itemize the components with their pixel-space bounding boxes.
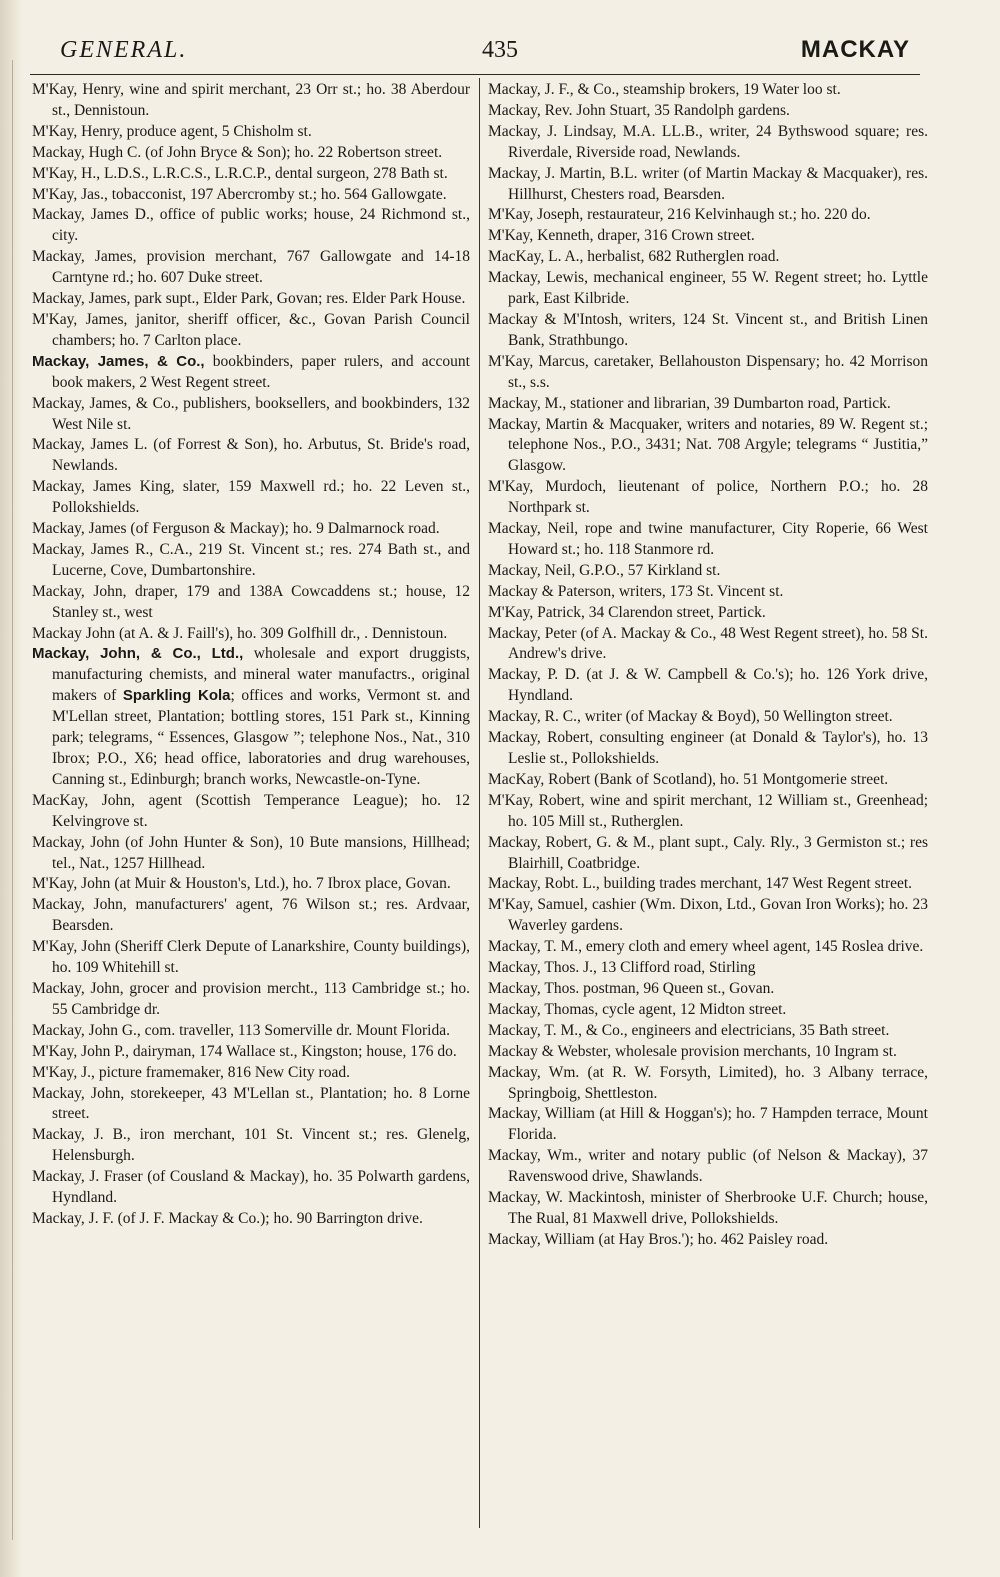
directory-entry (488, 958, 928, 979)
entry-details: (Sheriff Clerk Depute of Lanarkshire, County buildings), ho. 109 Whitehill st. (52, 938, 470, 977)
directory-entry (32, 1209, 470, 1230)
directory-entry (488, 1000, 928, 1021)
entry-name: M'Kay, Marcus, (488, 352, 589, 370)
directory-entry (32, 937, 470, 979)
entry-name: Mackay & Paterson, (488, 582, 615, 600)
entry-details: consulting engineer (at Donald & Taylor's), ho. 13 Leslie st., Pollokshields. (508, 729, 928, 767)
entry-name: Mackay, Robert, (488, 729, 594, 747)
entry-name: Mackay, Thos. J., (488, 959, 597, 977)
entry-details: writer (of Mackay & Boyd), 50 Wellington street. (580, 708, 893, 726)
entry-name: M'Kay, Henry, (32, 81, 124, 98)
entry-details: G.P.O., 57 Kirkland st. (575, 561, 721, 579)
entry-details: draper, 179 and 138A Cowcaddens st.; house, 12 Stanley st., west (52, 582, 470, 621)
entry-name: Mackay, P. D. (488, 666, 580, 684)
entry-name: Mackay, Neil, (488, 520, 579, 538)
directory-entry (32, 247, 470, 289)
entry-name: Mackay, Rev. John Stuart, (488, 101, 651, 119)
entry-name: Mackay, William (488, 1105, 595, 1123)
entry-details: restaurateur, 216 Kelvinhaugh st.; ho. 220 do. (583, 206, 871, 224)
entry-name: Mackay, Neil, (488, 561, 576, 579)
entry-details: 34 Clarendon street, Partick. (584, 603, 766, 621)
directory-entry (32, 582, 470, 624)
entry-name: Mackay, John, & Co., Ltd., (32, 645, 244, 663)
entry-name: Mackay & M'Intosh, (488, 310, 623, 328)
directory-entry (488, 665, 928, 707)
entry-details: (of Cousland & Mackay), ho. 35 Polwarth gardens, Hyndland. (52, 1168, 470, 1207)
directory-entry (32, 791, 470, 833)
entry-name: M'Kay, John (32, 875, 111, 893)
entry-details: (of John Bryce & Son); ho. 22 Robertson street. (141, 143, 443, 161)
entry-details: (of Forrest & Son), ho. Arbutus, St. Bride's road, Newlands. (52, 436, 471, 475)
entry-details: minister of Sherbrooke U.F. Church; house, The Rual, 81 Maxwell drive, Pollokshields. (508, 1189, 928, 1227)
entry-name: M'Kay, John (32, 938, 111, 956)
entry-details: L.D.S., L.R.C.S., L.R.C.P., dental surgeon, 278 Bath st. (100, 164, 448, 182)
entry-details: engineers and electricians, 35 Bath street. (627, 1021, 890, 1039)
directory-entry (32, 1084, 470, 1126)
page-binding-edge (0, 0, 22, 1577)
directory-entry (32, 80, 470, 122)
directory-entry (32, 164, 470, 185)
directory-entry (488, 352, 928, 394)
entry-name: Mackay, R. C., (488, 708, 581, 726)
entry-name: M'Kay, Jas., (32, 185, 108, 203)
entry-details: (of John Hunter & Son), 10 Bute mansions, Hillhead; tel., Nat., 1257 Hillhead. (52, 833, 470, 872)
entry-name: Mackay, James, (32, 290, 131, 308)
directory-entry (488, 268, 928, 310)
entry-name: M'Kay, Murdoch, (488, 478, 607, 496)
entry-name: Mackay & Webster, (488, 1042, 612, 1060)
entry-name: MacKay, L. A., (488, 248, 584, 266)
entry-details: cycle agent, 12 Midton street. (598, 1000, 787, 1018)
entry-details: (at Hay Bros.'); ho. 462 Paisley road. (594, 1230, 829, 1248)
entry-details: bookbinders, paper rulers, and account book makers, 2 West Regent street. (52, 352, 470, 391)
entry-name: M'Kay, Henry, (32, 122, 123, 140)
directory-entry (32, 394, 470, 436)
entry-details: B.L. writer (of Martin Mackay & Macquaker), res. Hillhurst, Chesters road, Bearsden. (508, 164, 929, 203)
directory-entry (32, 1042, 470, 1063)
entry-details: mechanical engineer, 55 W. Regent street; ho. Lyttle park, East Kilbride. (508, 269, 928, 308)
entry-details: writers, 124 St. Vincent st., and British Linen Bank, Strathbungo. (508, 310, 928, 349)
directory-entry (488, 561, 928, 582)
entry-name: Mackay, James (32, 520, 127, 538)
directory-entry (488, 1021, 928, 1042)
directory-entry (488, 895, 928, 937)
directory-entry (32, 185, 470, 206)
entry-name: Mackay, T. M., & Co., (488, 1021, 628, 1039)
directory-entry (32, 289, 470, 310)
entry-name: Mackay, James, & Co., (32, 394, 179, 412)
entry-name: Mackay, James King, (32, 478, 175, 496)
directory-entry (488, 728, 928, 770)
directory-entry (488, 519, 928, 561)
entry-name: Mackay, J. B., (32, 1126, 131, 1144)
directory-entry (32, 1167, 470, 1209)
entry-details: lieutenant of police, Northern P.O.; ho. 28 Northpark st. (508, 478, 928, 517)
entry-details: park supt., Elder Park, Govan; res. Elder Park House. (130, 290, 466, 308)
entry-details: plant supt., Caly. Rly., 3 Germiston st.; res Blairhill, Coatbridge. (508, 833, 928, 872)
entry-name: Mackay, J. F. (32, 1209, 114, 1227)
entry-name: Mackay, Hugh C. (32, 143, 142, 161)
entry-details: (at Hill & Hoggan's); ho. 7 Hampden terrace, Mount Florida. (508, 1105, 928, 1144)
entry-details: writers and notaries, 89 W. Regent st.; telephone Nos., P.O., 3431; Nat. 708 Argyle; telegrams “ Justitia,” Glasgow. (508, 415, 928, 475)
entry-details: wholesale provision merchants, 10 Ingram st. (611, 1042, 897, 1060)
entry-details: janitor, sheriff officer, &c., Govan Parish Council chambers; ho. 7 Carlton place. (52, 310, 470, 349)
entry-name: Mackay, James L. (32, 436, 148, 454)
entry-name: M'Kay, John P., (32, 1042, 129, 1060)
directory-entry (488, 101, 928, 122)
entry-name: Mackay, Robert, G. & M., (488, 833, 655, 851)
entry-name: Mackay, J. Lindsay, (488, 122, 617, 140)
directory-entry (32, 833, 470, 875)
directory-entry (488, 1063, 928, 1105)
entry-details: (at J. & W. Campbell & Co.'s); ho. 126 York drive, Hyndland. (508, 666, 928, 705)
entry-name: M'Kay, Patrick, (488, 603, 585, 621)
directory-entry (32, 435, 470, 477)
directory-entry (488, 226, 928, 247)
entry-details: manufacturers' agent, 76 Wilson st.; res. Ardvaar, Bearsden. (52, 896, 470, 935)
entry-name: Mackay, John, (32, 896, 127, 914)
entry-name: M'Kay, Samuel, (488, 896, 588, 914)
entry-name: Mackay, T. M., (488, 938, 582, 956)
entry-details: writers, 173 St. Vincent st. (614, 582, 784, 600)
entry-details: C.A., 219 St. Vincent st.; res. 274 Bath st., and Lucerne, Cove, Dumbartonshire. (52, 540, 470, 579)
entry-name: M'Kay, James, (32, 310, 128, 328)
directory-entry (32, 1125, 470, 1167)
entry-details: publishers, booksellers, and bookbinders, 132 West Nile st. (52, 394, 470, 433)
directory-entry (488, 979, 928, 1000)
entry-details: com. traveller, 113 Somerville dr. Mount Florida. (140, 1021, 450, 1039)
entry-name: Mackay, William (488, 1230, 595, 1248)
entry-details: rope and twine manufacturer, City Roperie, 66 West Howard st.; ho. 118 Stanmore rd. (508, 520, 928, 558)
entry-name: Mackay, Wm., (488, 1147, 582, 1165)
entry-name: Mackay, James, (32, 248, 137, 266)
entry-details: stationer and librarian, 39 Dumbarton road, Partick. (566, 394, 891, 412)
entry-name: Mackay, Lewis, (488, 269, 588, 287)
entry-details: 35 Randolph gardens. (650, 101, 790, 119)
entry-details: tobacconist, 197 Abercromby st.; ho. 564 Gallowgate. (107, 185, 447, 203)
entry-name: Mackay, James, & Co., (32, 352, 205, 370)
directory-entry (32, 895, 470, 937)
header-rule (30, 74, 920, 75)
entry-name: Mackay, W. Mackintosh, (488, 1189, 646, 1207)
entry-name: Mackay, Robt. L., (488, 875, 600, 893)
entry-details: steamship brokers, 19 Water loo st. (619, 81, 841, 98)
entry-details: building trades merchant, 147 West Regent street. (599, 875, 913, 893)
running-head: MACKAY (800, 36, 910, 63)
entry-name: Mackay, John (32, 833, 120, 851)
column-divider (479, 78, 480, 1528)
entry-details: slater, 159 Maxwell rd.; ho. 22 Leven st., Pollokshields. (52, 478, 471, 517)
directory-entry (488, 310, 928, 352)
page-header (30, 30, 910, 70)
directory-entry (488, 1188, 928, 1230)
directory-entry (32, 979, 470, 1021)
directory-entry (488, 122, 928, 164)
directory-entry (488, 164, 928, 206)
entry-details: (of J. F. Mackay & Co.); ho. 90 Barrington drive. (113, 1209, 423, 1227)
directory-entry (488, 707, 928, 728)
directory-entry (488, 1146, 928, 1188)
entry-name: M'Kay, Kenneth, (488, 227, 594, 245)
directory-entry (488, 833, 928, 875)
entry-name: Mackay, John, (32, 979, 124, 997)
entry-details: wine and spirit merchant, 23 Orr st.; ho. 38 Aberdour st., Dennistoun. (52, 81, 470, 119)
directory-entry (32, 352, 470, 394)
directory-entry (32, 477, 470, 519)
right-column (488, 80, 928, 1251)
entry-name: Mackay John (32, 624, 116, 642)
entry-name: Mackay, Thomas, (488, 1000, 599, 1018)
entry-details: caretaker, Bellahouston Dispensary; ho. 42 Morrison st., s.s. (508, 352, 928, 391)
entry-details: wine and spirit merchant, 12 William st., Greenhead; ho. 105 Mill st., Rutherglen. (508, 791, 929, 830)
entry-details: office of public works; house, 24 Richmond st., city. (52, 206, 470, 245)
entry-name: Mackay, James D., (32, 206, 154, 224)
directory-entry (488, 582, 928, 603)
directory-entry (488, 1104, 928, 1146)
directory-entry (32, 624, 470, 645)
directory-entry (488, 874, 928, 895)
entry-name: M'Kay, Robert, (488, 791, 585, 809)
entry-details: grocer and provision mercht., 113 Cambridge st.; ho. 55 Cambridge dr. (52, 979, 470, 1018)
directory-entry (32, 540, 470, 582)
directory-entry (488, 477, 928, 519)
entry-details: (at Muir & Houston's, Ltd.), ho. 7 Ibrox place, Govan. (110, 875, 451, 893)
entry-details: postman, 96 Queen st., Govan. (579, 979, 775, 997)
entry-name: Mackay, Peter (488, 624, 577, 642)
entry-details: herbalist, 682 Rutherglen road. (583, 248, 780, 266)
directory-entry (488, 205, 928, 226)
directory-entry (32, 644, 470, 790)
entry-name: Mackay, J. Fraser (32, 1168, 143, 1186)
directory-entry (488, 770, 928, 791)
entry-name: Mackay, J. F., & Co., (488, 81, 620, 98)
entry-name: Mackay, Martin & Macquaker, (488, 415, 683, 433)
directory-entry (488, 80, 928, 101)
entry-name: Mackay, M., (488, 394, 567, 412)
page-number: 435 (482, 36, 518, 63)
entry-name: Mackay, J. Martin, (488, 164, 606, 182)
left-column (32, 80, 470, 1230)
entry-details: (Bank of Scotland), ho. 51 Montgomerie street. (590, 770, 889, 788)
entry-name: Mackay, James R., (32, 540, 154, 558)
directory-entry (488, 603, 928, 624)
directory-entry (32, 1063, 470, 1084)
directory-entry (488, 624, 928, 666)
entry-details: (of A. Mackay & Co., 48 West Regent street), ho. 58 St. Andrew's drive. (508, 624, 928, 663)
entry-name: M'Kay, Joseph, (488, 206, 584, 224)
entry-details: picture framemaker, 816 New City road. (94, 1063, 350, 1081)
entry-details: iron merchant, 101 St. Vincent st.; res. Glenelg, Helensburgh. (52, 1126, 470, 1165)
entry-name: M'Kay, H., (32, 164, 101, 182)
directory-entry (488, 1230, 928, 1251)
entry-name: Mackay, John G., (32, 1021, 141, 1039)
entry-name: Mackay, John, (32, 582, 127, 600)
entry-details-continued: ; offices and works, Vermont st. and M'Lellan street, Plantation; bottling stores, 151 Park st., Kinning park; telegrams, “ Essences, Glasgow ”; telephone Nos., Nat., 310 Ibrox; P.O., X6; head office, laboratories and drug warehouses, Canning st., Edinburgh; branch works, Newcastle-on-Tyne. (52, 687, 470, 788)
entry-details: produce agent, 5 Chisholm st. (122, 122, 312, 140)
entry-details: (at A. & J. Faill's), ho. 309 Golfhill dr., . Dennistoun. (115, 624, 448, 642)
entry-details: M.A. LL.B., writer, 24 Bythswood square; res. Riverdale, Riverside road, Newlands. (508, 122, 928, 161)
directory-entry (488, 415, 928, 478)
entry-details: (of Ferguson & Mackay); ho. 9 Dalmarnock road. (126, 520, 440, 538)
entry-details: 13 Clifford road, Stirling (596, 959, 756, 977)
entry-details: cashier (Wm. Dixon, Ltd., Govan Iron Works); ho. 23 Waverley gardens. (508, 896, 928, 935)
directory-entry (32, 143, 470, 164)
entry-details: (at R. W. Forsyth, Limited), ho. 3 Albany terrace, Springboig, Shettleston. (508, 1063, 929, 1102)
directory-entry (488, 394, 928, 415)
directory-entry (488, 937, 928, 958)
entry-details: storekeeper, 43 M'Lellan st., Plantation; ho. 8 Lorne street. (52, 1084, 471, 1123)
entry-details: emery cloth and emery wheel agent, 145 Roslea drive. (581, 938, 924, 956)
directory-entry (32, 1021, 470, 1042)
directory-entry (32, 874, 470, 895)
entry-details: agent (Scottish Temperance League); ho. 12 Kelvingrove st. (52, 791, 471, 830)
directory-entry (32, 519, 470, 540)
entry-details: provision merchant, 767 Gallowgate and 14-18 Carntyne rd.; ho. 607 Duke street. (52, 248, 470, 287)
section-title: GENERAL. (60, 36, 188, 63)
entry-name: M'Kay, J., (32, 1063, 95, 1081)
entry-name: Mackay, Wm. (488, 1063, 580, 1081)
directory-entry (32, 122, 470, 143)
entry-name: MacKay, Robert (488, 770, 591, 788)
entry-details: wholesale and export druggists, manufacturing chemists, and mineral water manufactrs., original makers of (52, 645, 471, 705)
entry-name: Mackay, John, (32, 1084, 125, 1102)
entry-details: writer and notary public (of Nelson & Mackay), 37 Ravenswood drive, Shawlands. (508, 1147, 928, 1186)
entry-details: draper, 316 Crown street. (593, 227, 755, 245)
entry-name: Mackay, Thos. (488, 979, 580, 997)
entry-details: dairyman, 174 Wallace st., Kingston; house, 176 do. (128, 1042, 457, 1060)
directory-entry (32, 310, 470, 352)
entry-name: MacKay, John, (32, 791, 135, 809)
entry-highlight: Sparkling Kola (122, 687, 231, 705)
directory-entry (32, 205, 470, 247)
directory-entry (488, 791, 928, 833)
directory-entry (488, 247, 928, 268)
directory-entry (488, 1042, 928, 1063)
